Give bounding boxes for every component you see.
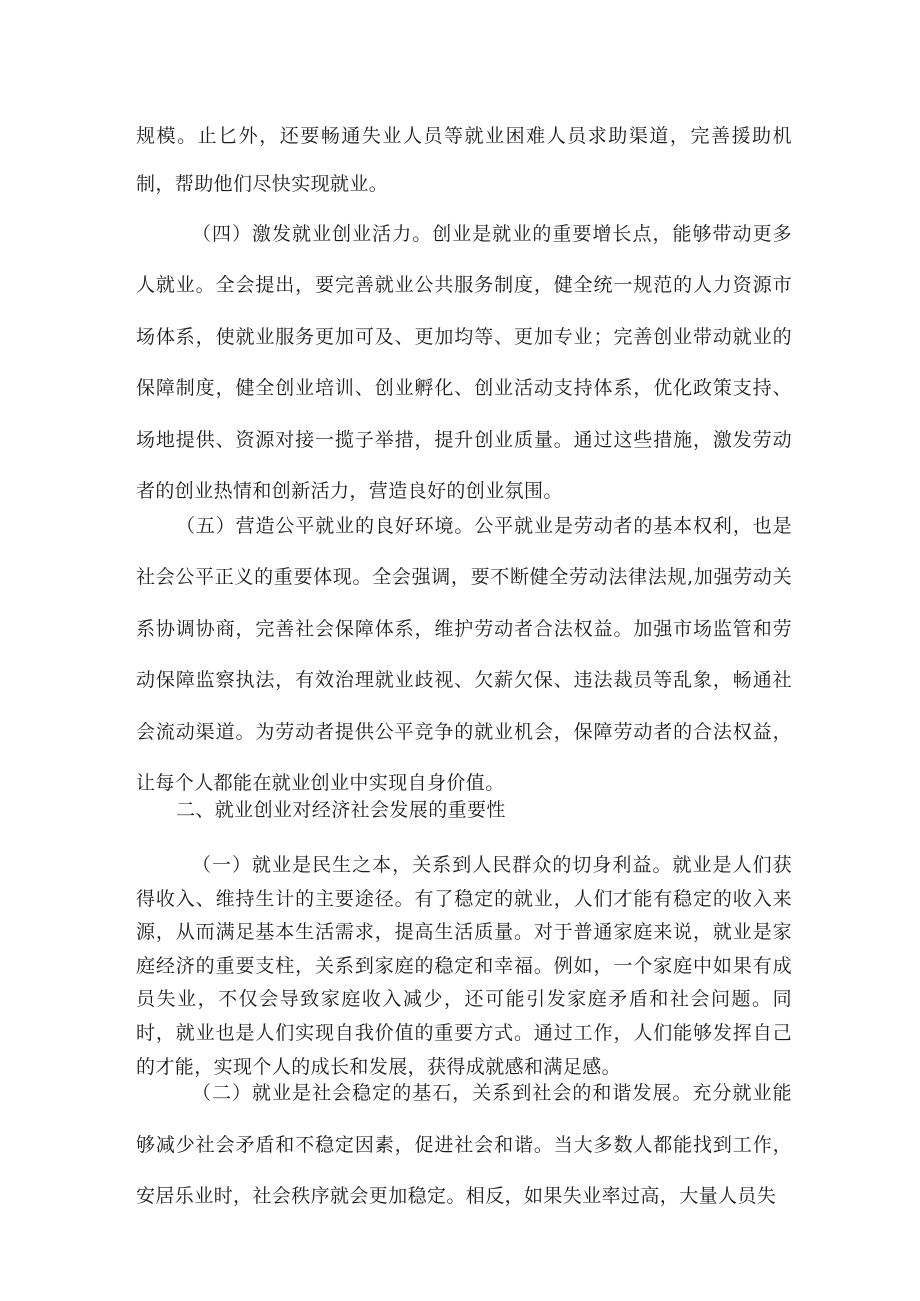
section-heading: 二、就业创业对经济社会发展的重要性	[176, 799, 506, 821]
paragraph-item-5: （五）营造公平就业的良好环境。公平就业是劳动者的基本权利，也是社会公平正义的重要体现。全会强调，要不断健全劳动法律法规,加强劳动关系协调协商，完善社会保障体系，维护劳动者合法权益。加强市场监管和劳动保障监察执法，有效治理就业歧视、欠薪欠保、违法裁员等乱象，畅通社会流动渠道。为劳动者提供公平竞争的就业机会，保障劳动者的合法权益，让每个人都能在就业创业中实现自身价值。	[136, 515, 792, 795]
section-paragraph-1: （一）就业是民生之本，关系到人民群众的切身利益。就业是人们获得收入、维持生计的主要途径。有了稳定的就业，人们才能有稳定的收入来源，从而满足基本生活需求，提高生活质量。对于普通家庭来说，就业是家庭经济的重要支柱，关系到家庭的稳定和幸福。例如，一个家庭中如果有成员失业，不仅会导致家庭收入减少，还可能引发家庭矛盾和社会问题。同时，就业也是人们实现自我价值的重要方式。通过工作，人们能够发挥自己的才能，实现个人的成长和发展，获得成就感和满足感。	[136, 854, 792, 1078]
paragraph-item-4: （四）激发就业创业活力。创业是就业的重要增长点，能够带动更多人就业。全会提出，要完善就业公共服务制度，健全统一规范的人力资源市场体系，使就业服务更加可及、更加均等、更加专业；完善创业带动就业的保障制度，健全创业培训、创业孵化、创业活动支持体系，优化政策支持、场地提供、资源对接一揽子举措，提升创业质量。通过这些措施，激发劳动者的创业热情和创新活力，营造良好的创业氛围。	[136, 223, 792, 503]
section-paragraph-2: （二）就业是社会稳定的基石，关系到社会的和谐发展。充分就业能够减少社会矛盾和不稳定因素，促进社会和谐。当大多数人都能找到工作，安居乐业时，社会秩序就会更加稳定。相反，如果失业率过高，大量人员失	[136, 1082, 792, 1207]
paragraph-continuation: 规模。止匕外，还要畅通失业人员等就业困难人员求助渠道，完善援助机制，帮助他们尽快实现就业。	[136, 125, 792, 195]
